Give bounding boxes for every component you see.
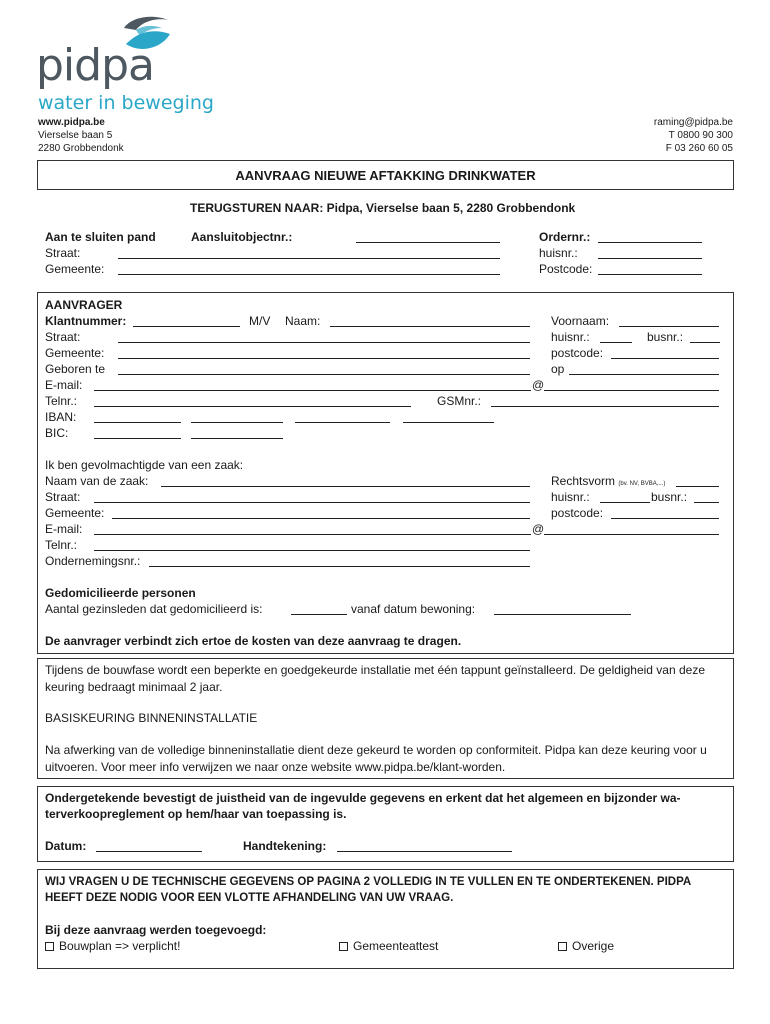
connection-municipality-label: Gemeente: <box>45 262 105 276</box>
company-email-label: E-mail: <box>45 522 83 536</box>
enterprise-number-label: Ondernemingsnr.: <box>45 554 141 568</box>
iban-field-4[interactable] <box>403 422 494 423</box>
birthdate-label: op <box>551 362 565 376</box>
residents-heading: Gedomicilieerde personen <box>45 586 196 600</box>
checkbox-other[interactable] <box>558 942 567 951</box>
company-postcode-label: postcode: <box>551 506 604 520</box>
connection-postcode-label: Postcode: <box>539 262 593 276</box>
declaration-text-2: terverkoopreglement op hem/haar van toepassing is. <box>45 807 347 821</box>
connection-house-label: huisnr.: <box>539 246 578 260</box>
applicant-street-label: Straat: <box>45 330 81 344</box>
connection-street-field[interactable] <box>118 258 500 259</box>
pidpa-tagline: water in beweging <box>38 92 214 114</box>
company-email-at: @ <box>532 522 545 536</box>
option-municipal-certificate[interactable] <box>339 939 438 954</box>
contact-email[interactable]: raming@pidpa.be <box>653 117 733 128</box>
residents-since-field[interactable] <box>494 614 631 615</box>
pidpa-logo-text: pidpa <box>36 40 154 91</box>
technical-notice-1: WIJ VRAGEN U DE TECHNISCHE GEGEVENS OP PAGINA 2 VOLLEDIG IN TE VULLEN EN TE ONDERTEKENEN. PIDPA <box>45 876 692 888</box>
company-name-label: Naam van de zaak: <box>45 474 149 488</box>
date-label: Datum: <box>45 839 87 853</box>
option-municipal-certificate-label: Gemeenteattest <box>353 939 439 953</box>
company-postcode-field[interactable] <box>611 518 719 519</box>
technical-notice-2: HEEFT DEZE NODIG VOOR EEN VLOTTE AFHANDELING VAN UW VRAAG. <box>45 892 454 904</box>
legal-form-hint: (bv. NV, BVBA,...) <box>618 481 666 487</box>
applicant-email-domain-field[interactable] <box>544 390 719 391</box>
option-other[interactable] <box>558 939 614 954</box>
cost-statement: De aanvrager verbindt zich ertoe de kosten van deze aanvraag te dragen. <box>45 634 462 648</box>
applicant-phone-label: Telnr.: <box>45 394 78 408</box>
form-title: AANVRAAG NIEUWE AFTAKKING DRINKWATER <box>235 168 536 183</box>
company-bus-label: busnr.: <box>651 490 688 504</box>
applicant-municipality-label: Gemeente: <box>45 346 105 360</box>
applicant-postcode-field[interactable] <box>611 358 719 359</box>
connection-postcode-field[interactable] <box>598 274 702 275</box>
birthplace-field[interactable] <box>118 374 530 375</box>
applicant-street-field[interactable] <box>118 342 530 343</box>
legal-form-field[interactable] <box>676 486 719 487</box>
connection-municipality-field[interactable] <box>118 274 500 275</box>
address-line1: Vierselse baan 5 <box>38 130 113 141</box>
applicant-email-at: @ <box>532 378 545 392</box>
applicant-bus-field[interactable] <box>690 342 720 343</box>
declaration-text-1: Ondergetekende bevestigt de juistheid van de ingevulde gegevens en erkent dat het algemeen en bijzonder wa- <box>45 791 681 805</box>
option-building-plan-label: Bouwplan => verplicht! <box>59 939 181 953</box>
company-street-field[interactable] <box>94 502 530 503</box>
residents-since-label: vanaf datum bewoning: <box>351 602 476 616</box>
iban-field-2[interactable] <box>191 422 283 423</box>
info-paragraph-2: Na afwerking van de volledige binneninstallatie dient deze gekeurd te worden op conformiteit. Pidpa kan deze keuring voor u uitvoeren. Voor meer info verwijzen we naar onze website www.pidpa.be/klant-worden. <box>45 743 707 774</box>
legal-form-text: Rechtsvorm <box>551 474 616 488</box>
basic-inspection-heading: BASISKEURING BINNENINSTALLATIE <box>45 711 258 725</box>
company-email-user-field[interactable] <box>94 534 531 535</box>
contact-phone: T 0800 90 300 <box>668 130 733 141</box>
company-house-field[interactable] <box>600 502 650 503</box>
applicant-heading: AANVRAGER <box>45 298 123 312</box>
return-address: TERUGSTUREN NAAR: Pidpa, Vierselse baan 5, 2280 Grobbendonk <box>190 201 576 215</box>
date-field[interactable] <box>96 851 202 852</box>
customer-number-label: Klantnummer: <box>45 314 127 328</box>
applicant-bus-label: busnr.: <box>647 330 684 344</box>
firstname-label: Voornaam: <box>551 314 610 328</box>
signature-label: Handtekening: <box>243 839 327 853</box>
checkbox-building-plan[interactable] <box>45 942 54 951</box>
applicant-email-label: E-mail: <box>45 378 83 392</box>
enterprise-number-field[interactable] <box>149 566 530 567</box>
address-line2: 2280 Grobbendonk <box>38 143 124 154</box>
option-building-plan[interactable] <box>45 939 180 954</box>
firstname-field[interactable] <box>619 326 719 327</box>
company-phone-label: Telnr.: <box>45 538 78 552</box>
customer-number-field[interactable] <box>133 326 240 327</box>
company-email-domain-field[interactable] <box>544 534 719 535</box>
contact-fax: F 03 260 60 05 <box>665 143 733 154</box>
bic-field-2[interactable] <box>191 438 283 439</box>
gsm-field[interactable] <box>491 406 719 407</box>
residents-count-field[interactable] <box>291 614 347 615</box>
attachments-heading: Bij deze aanvraag werden toegevoegd: <box>45 923 267 937</box>
company-phone-field[interactable] <box>94 550 530 551</box>
object-number-label: Aansluitobjectnr.: <box>191 230 293 244</box>
applicant-municipality-field[interactable] <box>118 358 530 359</box>
company-municipality-field[interactable] <box>112 518 530 519</box>
company-bus-field[interactable] <box>694 502 719 503</box>
signature-field[interactable] <box>337 851 512 852</box>
iban-field-3[interactable] <box>295 422 390 423</box>
info-paragraph-1: Tijdens de bouwfase wordt een beperkte en goedgekeurde installatie met één tappunt geïnstalleerd. De geldigheid van deze keuring bedraagt minimaal 2 jaar. <box>45 663 706 694</box>
birthdate-field[interactable] <box>569 374 719 375</box>
applicant-phone-field[interactable] <box>94 406 411 407</box>
company-street-label: Straat: <box>45 490 81 504</box>
order-number-label: Ordernr.: <box>539 230 591 244</box>
applicant-email-user-field[interactable] <box>94 390 531 391</box>
company-municipality-label: Gemeente: <box>45 506 105 520</box>
company-intro: Ik ben gevolmachtigde van een zaak: <box>45 458 244 472</box>
applicant-house-field[interactable] <box>600 342 632 343</box>
company-house-label: huisnr.: <box>551 490 590 504</box>
applicant-postcode-label: postcode: <box>551 346 604 360</box>
connection-street-label: Straat: <box>45 246 81 260</box>
connection-heading: Aan te sluiten pand <box>45 230 156 244</box>
order-number-field[interactable] <box>598 242 702 243</box>
checkbox-municipal-certificate[interactable] <box>339 942 348 951</box>
object-number-field[interactable] <box>356 242 500 243</box>
residents-count-label: Aantal gezinsleden dat gedomicilieerd is: <box>45 602 263 616</box>
company-name-field[interactable] <box>161 486 530 487</box>
bic-field-1[interactable] <box>94 438 181 439</box>
website-link[interactable]: www.pidpa.be <box>38 117 105 128</box>
applicant-name-field[interactable] <box>330 326 530 327</box>
gender-label: M/V <box>249 314 271 328</box>
applicant-house-label: huisnr.: <box>551 330 590 344</box>
iban-field-1[interactable] <box>94 422 181 423</box>
applicant-name-label: Naam: <box>285 314 321 328</box>
gsm-label: GSMnr.: <box>437 394 482 408</box>
connection-house-field[interactable] <box>598 258 702 259</box>
option-other-label: Overige <box>572 939 615 953</box>
bic-label: BIC: <box>45 426 69 440</box>
iban-label: IBAN: <box>45 410 77 424</box>
birthplace-label: Geboren te <box>45 362 106 376</box>
